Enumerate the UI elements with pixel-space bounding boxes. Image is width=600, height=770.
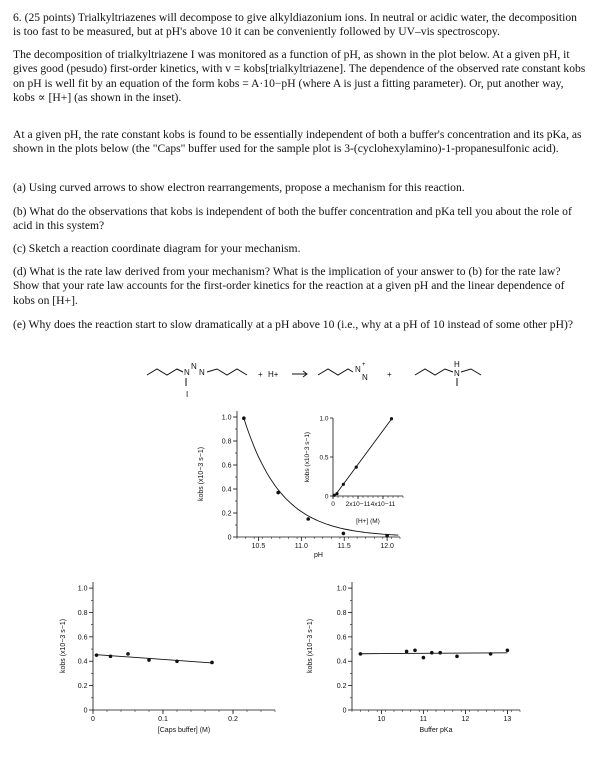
x-tick-label: 10.5 (251, 543, 266, 550)
y-tick-label: 0.2 (336, 683, 347, 691)
y-axis-label: kobs (x10−3 s−1) (198, 446, 205, 502)
reactant-N2: N (191, 362, 197, 371)
proton: H+ (268, 370, 279, 379)
data-point (430, 651, 434, 655)
diazonium-charge: + (362, 362, 366, 368)
y-tick-label: 0.5 (319, 454, 329, 462)
reactant-skeleton-right (207, 369, 247, 375)
x-axis-label: [Caps buffer] (M) (157, 727, 211, 734)
y-tick-label: 0.8 (77, 609, 88, 617)
data-point (276, 491, 280, 495)
chart-kobs-vs-buffer-conc (60, 582, 275, 734)
data-point (385, 534, 389, 538)
y-tick-label: 0.2 (221, 510, 232, 518)
x-tick-label: 11.5 (337, 543, 351, 550)
data-point (455, 655, 459, 659)
data-point (422, 656, 426, 660)
reactant-label: I (186, 390, 189, 399)
y-tick-label: 1.0 (319, 415, 329, 423)
data-point (95, 653, 99, 657)
data-point (438, 651, 442, 655)
data-point (489, 652, 493, 656)
x-tick-label: 13 (503, 716, 512, 723)
data-point (210, 661, 214, 665)
x-tick-label: 12.0 (380, 543, 394, 550)
x-axis-label: [H+] (M) (356, 518, 380, 525)
y-axis-label: kobs (x10−3 s−1) (307, 618, 314, 674)
y-tick-label: 0 (342, 707, 347, 715)
data-point (335, 492, 338, 495)
data-point (242, 416, 246, 420)
question-b: (b) What do the observations that kobs is independent of both the buffer concentration and pKa tell you about the role of acid in this system? (13, 205, 572, 233)
y-tick-label: 0 (324, 493, 329, 501)
x-tick-label: 2x10−11 (345, 501, 371, 508)
y-axis-label: kobs (x10−3 s−1) (304, 431, 311, 483)
problem-kinetics: The decomposition of trialkyltriazene I was monitored as a function of pH, as shown in the plot below. At a given pH, it gives good (pesudo) first-order kinetics, with v = kobs[trialkyltriazene]. The dependence of the observed rate constant kobs on pH is well fit by an equation of the form kobs = A·10−pH (where A is just a fitting parameter). Or, put another way, kobs ∝ [H+] (as shown in the inset). (13, 48, 586, 105)
data-point (355, 466, 358, 469)
y-tick-label: 0.6 (221, 462, 232, 470)
question-e: (e) Why does the reaction start to slow dramatically at a pH above 10 (i.e., why at a pH of 10 instead of some other pH)? (13, 318, 573, 331)
data-point (333, 494, 336, 497)
data-point (126, 652, 130, 656)
y-tick-label: 0.8 (336, 609, 347, 617)
amine-H: H (454, 360, 460, 369)
data-point (306, 517, 310, 521)
plus-sign-2: + (387, 370, 392, 379)
chart-inset-kobs-vs-H (304, 416, 403, 526)
question-a: (a) Using curved arrows to show electron rearrangements, propose a mechanism for this reaction. (13, 181, 465, 194)
y-tick-label: 1.0 (336, 585, 347, 593)
x-tick-label: 11.0 (294, 543, 308, 550)
question-d: (d) What is the rate law derived from your mechanism? What is the implication of your answer to (b) for the rate law? Show that your rate law accounts for the first-order kinetics for the reaction at a given pH and the linear dependence of kobs on [H+]. (13, 265, 565, 307)
diazonium-N1: N (355, 365, 361, 374)
y-tick-label: 0 (227, 534, 232, 542)
data-point (147, 658, 151, 662)
reactant-N3: N (199, 368, 205, 377)
x-tick-label: 4x10−11 (370, 501, 396, 508)
chart-kobs-vs-buffer-pKa (307, 582, 520, 734)
data-point (413, 648, 417, 652)
amine-N: N (454, 369, 460, 378)
y-tick-label: 0.6 (336, 634, 347, 642)
problem-intro: 6. (25 points) Trialkyltriazenes will decompose to give alkyldiazonium ions. In neutral or acidic water, the decomposition is too fast to be measured, but at pH's above 10 it can be conveniently followed by UV–vis spectroscopy. (13, 11, 577, 39)
y-tick-label: 1.0 (77, 585, 88, 593)
reactant-skeleton (147, 369, 183, 375)
y-tick-label: 1.0 (221, 414, 232, 422)
y-tick-label: 0.4 (221, 486, 232, 494)
reaction-scheme (147, 369, 481, 386)
data-point (342, 483, 345, 486)
y-tick-label: 0.6 (77, 634, 88, 642)
x-axis-label: Buffer pKa (419, 727, 453, 734)
x-tick-label: 0.1 (158, 716, 168, 723)
x-axis-label: pH (314, 552, 323, 559)
diazonium-N2: N (362, 373, 368, 382)
fit-line (360, 653, 507, 654)
x-tick-label: 11 (419, 716, 428, 723)
y-axis-label: kobs (x10−3 s−1) (60, 618, 67, 674)
x-tick-label: 10 (377, 716, 386, 723)
data-point (390, 417, 393, 420)
data-point (342, 532, 346, 536)
data-point (405, 650, 409, 654)
x-tick-label: 12 (461, 716, 470, 723)
amine-skeleton (415, 369, 453, 375)
y-tick-label: 0.4 (336, 658, 347, 666)
data-point (359, 652, 363, 656)
chart-kobs-vs-pH (198, 411, 400, 559)
plus-sign: + (258, 370, 263, 379)
data-point (506, 648, 510, 652)
problem-buffer: At a given pH, the rate constant kobs is found to be essentially independent of both a buffer's concentration and its pKa, as shown in the plots below (the "Caps" buffer used for the sample plot is 3-(cyclohexylamino)-1-propanesulfonic acid). (13, 128, 582, 156)
x-tick-label: 0 (331, 501, 335, 508)
fit-line (97, 655, 213, 663)
product-skeleton (318, 369, 353, 375)
y-tick-label: 0.8 (221, 438, 232, 446)
y-tick-label: 0.2 (77, 683, 88, 691)
data-point (109, 655, 113, 659)
reactant-N1: N (184, 368, 190, 377)
y-tick-label: 0 (83, 707, 88, 715)
amine-skeleton-right (461, 369, 481, 375)
x-tick-label: 0 (91, 716, 95, 723)
y-tick-label: 0.4 (77, 658, 88, 666)
question-c: (c) Sketch a reaction coordinate diagram for your mechanism. (13, 242, 301, 255)
x-tick-label: 0.2 (228, 716, 238, 723)
data-point (175, 659, 179, 663)
